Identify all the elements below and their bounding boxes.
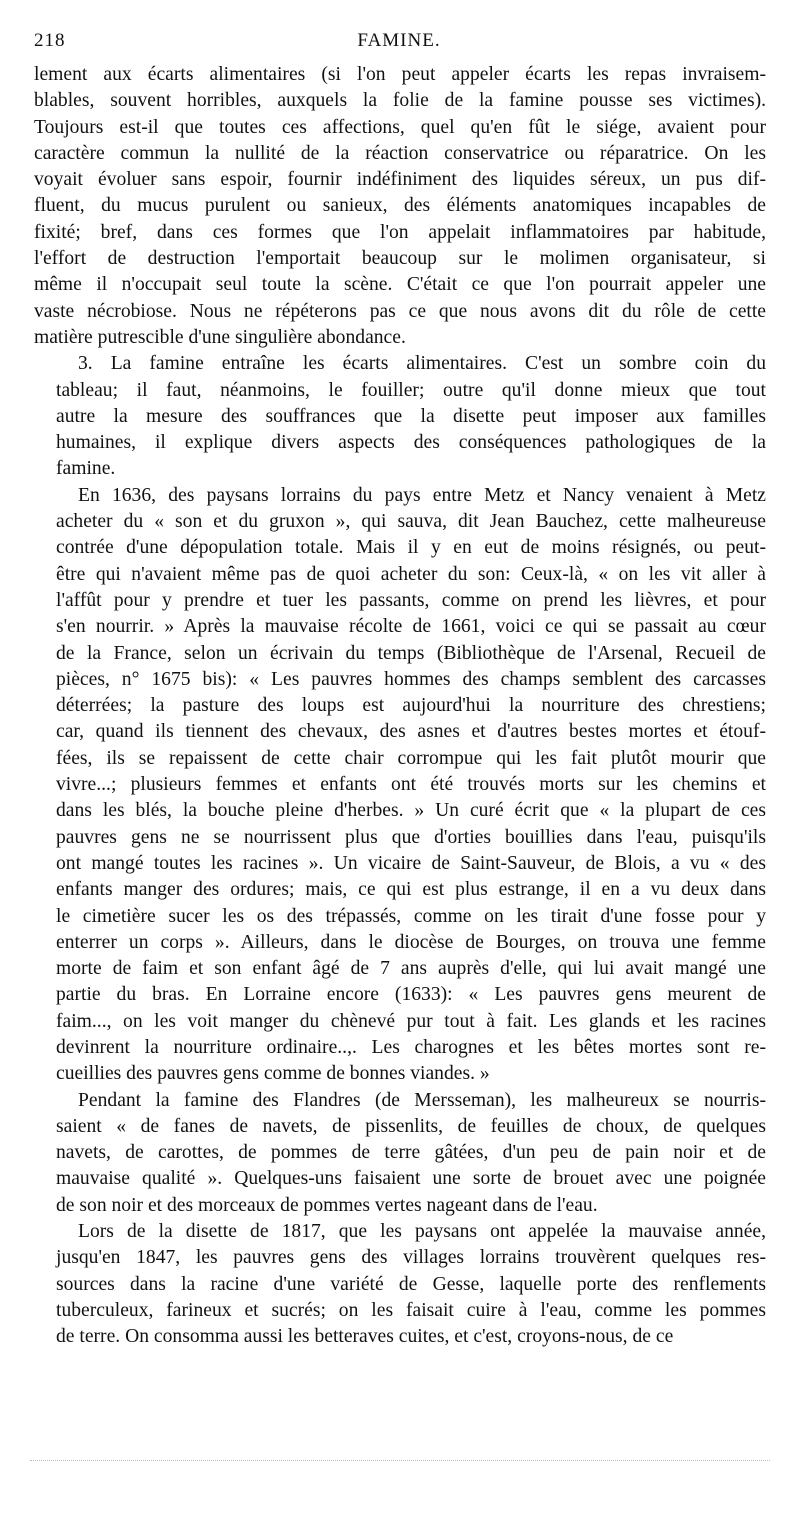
text-line: de terre. On consomma aussi les betteraves cuites, et c'est, croyons-nous, de ce bbox=[56, 1326, 674, 1348]
body-text bbox=[34, 62, 766, 1351]
text-line: s'en nourrir. » Après la mauvaise récolte de 1661, voici ce qui se passait au cœur bbox=[56, 616, 766, 638]
text-line: famine. bbox=[56, 458, 116, 480]
running-title: FAMINE. bbox=[357, 30, 441, 51]
page-edge-specks bbox=[30, 1460, 770, 1463]
text-line: car, quand ils tiennent des chevaux, des asnes et d'autres bestes mortes et étouf- bbox=[56, 721, 766, 743]
text-line: fluent, du mucus purulent ou sanieux, des éléments anatomiques incapables de bbox=[34, 195, 766, 217]
text-line: de la France, selon un écrivain du temps (Bibliothèque de l'Arsenal, Recueil de bbox=[56, 642, 766, 664]
text-line: morte de faim et son enfant âgé de 7 ans auprès d'elle, qui lui avait mangé une bbox=[56, 958, 766, 980]
text-line: l'affût pour y prendre et tuer les passants, comme on prend les lièvres, et pour bbox=[56, 589, 766, 611]
text-line: En 1636, des paysans lorrains du pays entre Metz et Nancy venaient à Metz bbox=[78, 484, 766, 506]
paragraph bbox=[34, 1088, 766, 1219]
text-line: cueillies des pauvres gens comme de bonnes viandes. » bbox=[56, 1063, 490, 1085]
text-line: tableau; il faut, néanmoins, le fouiller; outre qu'il donne mieux que tout bbox=[56, 379, 766, 401]
text-line: saient « de fanes de navets, de pissenlits, de feuilles de choux, de quelques bbox=[56, 1115, 766, 1137]
text-line: 3. La famine entraîne les écarts alimentaires. C'est un sombre coin du bbox=[78, 353, 766, 375]
paragraph bbox=[34, 351, 766, 482]
text-line: mauvaise qualité ». Quelques-uns faisaient une sorte de brouet avec une poignée bbox=[56, 1168, 766, 1190]
text-line: pauvres gens ne se nourrissent plus que d'orties bouillies dans l'eau, puisqu'ils bbox=[56, 826, 766, 848]
text-line: pièces, n° 1675 bis): « Les pauvres hommes des champs semblent des carcasses bbox=[56, 668, 766, 690]
text-line: l'effort de destruction l'emportait beaucoup sur le molimen organisateur, si bbox=[34, 248, 766, 270]
text-line: Toujours est-il que toutes ces affections, quel qu'en fût le siége, avaient pour bbox=[34, 116, 766, 138]
paragraph bbox=[34, 1219, 766, 1350]
text-line: Pendant la famine des Flandres (de Mersseman), les malheureux se nourris- bbox=[78, 1089, 766, 1111]
text-line: contrée d'une dépopulation totale. Mais il y en eut de moins résignés, ou peut- bbox=[56, 537, 766, 559]
page-number: 218 bbox=[34, 30, 66, 51]
text-line: être qui n'avaient même pas de quoi acheter du son: Ceux-là, « on les vit aller à bbox=[56, 563, 766, 585]
text-line: déterrées; la pasture des loups est aujourd'hui la nourriture des chrestiens; bbox=[56, 695, 766, 717]
text-line: caractère commun la nullité de la réaction conservatrice ou réparatrice. On les bbox=[34, 142, 766, 164]
paragraph bbox=[34, 483, 766, 1088]
text-line: sources dans la racine d'une variété de Gesse, laquelle porte des renflements bbox=[56, 1273, 766, 1295]
text-line: tuberculeux, farineux et sucrés; on les faisait cuire à l'eau, comme les pommes bbox=[56, 1299, 766, 1321]
text-line: même il n'occupait seul toute la scène. C'était ce que l'on pourrait appeler une bbox=[34, 274, 766, 296]
text-line: autre la mesure des souffrances que la disette peut imposer aux familles bbox=[56, 405, 766, 427]
text-line: enfants manger des ordures; mais, ce qui est plus estrange, il en a vu deux dans bbox=[56, 879, 766, 901]
paragraph bbox=[34, 62, 766, 351]
text-line: acheter du « son et du gruxon », qui sauva, dit Jean Bauchez, cette malheureuse bbox=[56, 511, 766, 533]
text-line: lement aux écarts alimentaires (si l'on peut appeler écarts les repas invraisem- bbox=[34, 64, 766, 85]
text-line: le cimetière sucer les os des trépassés, comme on les tirait d'une fosse pour y bbox=[56, 905, 766, 927]
text-line: enterrer un corps ». Ailleurs, dans le diocèse de Bourges, on trouva une femme bbox=[56, 931, 766, 953]
text-line: dans les blés, la bouche pleine d'herbes. » Un curé écrit que « la plupart de ces bbox=[56, 800, 766, 822]
running-header bbox=[34, 30, 764, 56]
text-line: fixité; bref, dans ces formes que l'on appelait inflammatoires par habitude, bbox=[34, 221, 766, 243]
text-line: ont mangé toutes les racines ». Un vicaire de Saint-Sauveur, de Blois, a vu « des bbox=[56, 852, 766, 874]
text-line: devinrent la nourriture ordinaire..,. Les charognes et les bêtes mortes sont re- bbox=[56, 1036, 766, 1058]
text-line: Lors de la disette de 1817, que les paysans ont appelée la mauvaise année, bbox=[78, 1221, 766, 1243]
text-line: voyait évoluer sans espoir, fournir indéfiniment des liquides séreux, un pus dif- bbox=[34, 169, 766, 191]
text-line: vaste nécrobiose. Nous ne répéterons pas ce que nous avons dit du rôle de cette bbox=[34, 300, 766, 322]
text-line: fées, ils se repaissent de cette chair corrompue qui les fait plutôt mourir que bbox=[56, 747, 766, 769]
text-line: blables, souvent horribles, auxquels la folie de la famine pousse ses victimes). bbox=[34, 90, 766, 112]
text-line: matière putrescible d'une singulière abondance. bbox=[34, 326, 406, 348]
text-line: navets, de carottes, de pommes de terre gâtées, d'un peu de pain noir et de bbox=[56, 1142, 766, 1164]
text-line: partie du bras. En Lorraine encore (1633): « Les pauvres gens meurent de bbox=[56, 984, 766, 1006]
text-line: jusqu'en 1847, les pauvres gens des villages lorrains trouvèrent quelques res- bbox=[56, 1247, 766, 1269]
text-line: faim..., on les voit manger du chènevé pur tout à fait. Les glands et les racines bbox=[56, 1010, 766, 1032]
text-line: vivre...; plusieurs femmes et enfants ont été trouvés morts sur les chemins et bbox=[56, 774, 766, 796]
text-line: humaines, il explique divers aspects des conséquences pathologiques de la bbox=[56, 432, 766, 454]
text-line: de son noir et des morceaux de pommes vertes nageant dans de l'eau. bbox=[56, 1194, 598, 1216]
